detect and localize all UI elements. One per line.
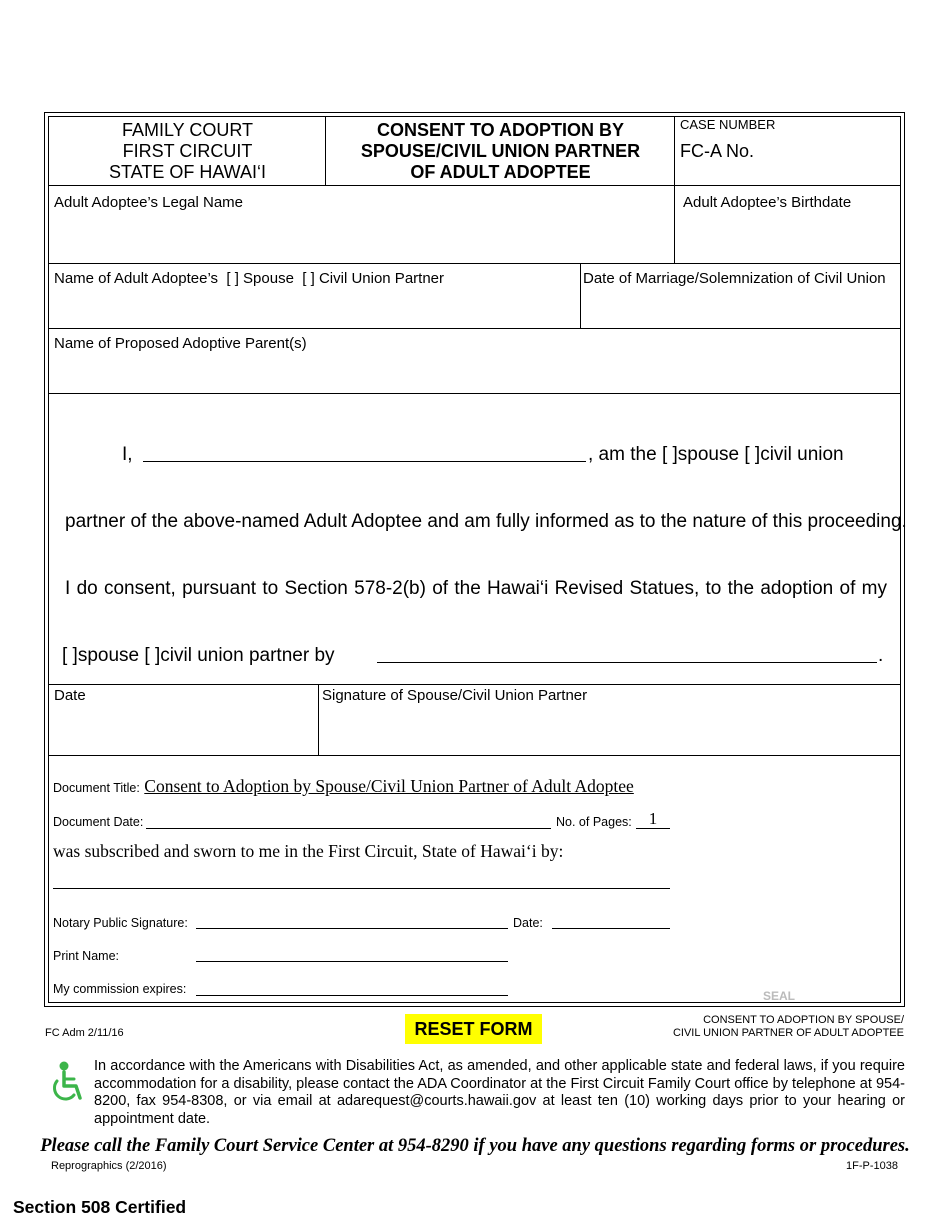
header-divider-left (325, 116, 326, 186)
spouse-name-input[interactable] (52, 292, 576, 325)
sworn-text: was subscribed and sworn to me in the First Circuit, State of Hawai‘i by: (53, 841, 564, 861)
doc-date-line[interactable] (146, 828, 551, 829)
reset-form-button[interactable]: RESET FORM (405, 1014, 542, 1044)
adoptee-spouse-checkbox[interactable]: [ ] (62, 645, 78, 666)
case-number-label: CASE NUMBER (680, 117, 776, 132)
row2-divider (580, 263, 581, 328)
legal-name-label: Adult Adoptee’s Legal Name (54, 194, 244, 211)
signature-label: Signature of Spouse/Civil Union Partner (322, 687, 588, 704)
form-name-line-1: CONSENT TO ADOPTION BY SPOUSE/ (703, 1014, 904, 1026)
am-the-text: , am the (588, 444, 657, 465)
legal-name-input[interactable] (52, 215, 670, 260)
court-line-2: FIRST CIRCUIT (122, 141, 253, 161)
spouse-name-label (54, 270, 444, 288)
line4-partner-text: civil union partner by (160, 645, 335, 666)
statement-line-2: partner of the above-named Adult Adoptee and am fully informed as to the nature of this proceeding. (65, 511, 907, 532)
statement-i: I, (122, 444, 133, 465)
section-508-label: Section 508 Certified (13, 1197, 187, 1217)
seal-label: SEAL (763, 989, 796, 1003)
spouse-name-prefix: Name of Adult Adoptee’s (54, 270, 219, 287)
commission-label: My commission expires: (53, 982, 187, 996)
statement-civil-union-text: civil union (760, 444, 844, 465)
partner-option-label: Civil Union Partner (318, 270, 444, 287)
print-name-label: Print Name: (53, 949, 119, 963)
statement-am-the (588, 443, 844, 467)
spouse-option-label: Spouse (243, 270, 294, 287)
notary-date-line[interactable] (552, 928, 670, 929)
notary-signature-label: Notary Public Signature: (53, 916, 188, 930)
ada-notice: In accordance with the Americans with Disabilities Act, as amended, and other applicable state and federal laws, if you require accommodation for a disability, please contact the ADA Coordinator at the First Circuit Family Court office by telephone at 954-8200, fax 954-8308, or via email at adarequest@courts.hawaii.gov at least ten (10) working days prior to your hearing or appointment date. (94, 1058, 905, 1127)
doc-title-label: Document Title: (53, 781, 140, 795)
title-line-2: SPOUSE/CIVIL UNION PARTNER (360, 141, 641, 161)
doc-date-label: Document Date: (53, 815, 144, 829)
court-line-1: FAMILY COURT (121, 120, 254, 140)
row-line-1 (48, 263, 901, 264)
doc-title-value: Consent to Adoption by Spouse/Civil Union Partner of Adult Adoptee (144, 776, 634, 796)
form-name-line-2: CIVIL UNION PARTNER OF ADULT ADOPTEE (672, 1027, 904, 1039)
sworn-by-line[interactable] (53, 888, 670, 889)
consenter-name-line[interactable] (143, 461, 586, 462)
commission-line[interactable] (196, 995, 508, 996)
statement-period: . (878, 645, 884, 666)
case-number-field[interactable]: FC-A No. (680, 141, 755, 161)
statement-spouse-text: spouse (677, 444, 740, 465)
title-line-3: OF ADULT ADOPTEE (410, 162, 591, 182)
signature-input[interactable] (322, 708, 898, 752)
statement-line-4 (62, 644, 335, 668)
row-line-4 (48, 684, 901, 685)
form-title (328, 120, 673, 183)
statement-spouse-checkbox[interactable]: [ ] (661, 444, 678, 465)
header-bottom-line (48, 185, 901, 186)
birthdate-label: Adult Adoptee’s Birthdate (683, 194, 852, 211)
row-line-2 (48, 328, 901, 329)
row-line-3 (48, 393, 901, 394)
adoptive-parents-input[interactable] (52, 357, 898, 390)
pages-label: No. of Pages: (556, 815, 632, 829)
header-divider-right (674, 116, 675, 264)
court-line-3: STATE OF HAWAI‘I (109, 162, 266, 182)
adoptive-parent-line[interactable] (377, 662, 877, 663)
print-name-line[interactable] (196, 961, 508, 962)
statement-line-3: I do consent, pursuant to Section 578-2(b) of the Hawai‘i Revised Statues, to the adoption of my (65, 578, 887, 599)
notary-signature-line[interactable] (196, 928, 508, 929)
doc-title-row (53, 776, 634, 797)
partner-checkbox[interactable]: [ ] (302, 270, 315, 287)
wheelchair-icon (46, 1060, 88, 1104)
row-line-5 (48, 755, 901, 756)
notary-date-label: Date: (513, 916, 543, 930)
title-line-1: CONSENT TO ADOPTION BY (376, 120, 625, 140)
adoptee-partner-checkbox[interactable]: [ ] (144, 645, 161, 666)
marriage-date-label: Date of Marriage/Solemnization of Civil Union (583, 270, 886, 287)
line4-spouse-text: spouse (77, 645, 140, 666)
service-center-callout: Please call the Family Court Service Center at 954-8290 if you have any questions regarding forms or procedures. (40, 1136, 910, 1156)
statement-civil-union-checkbox[interactable]: [ ] (744, 444, 761, 465)
reprographics: Reprographics (2/2016) (51, 1160, 167, 1172)
adoptive-parents-label: Name of Proposed Adoptive Parent(s) (54, 335, 307, 352)
form-name-footer (673, 1014, 904, 1040)
pages-line (636, 828, 670, 829)
form-number: 1F-P-1038 (846, 1160, 898, 1172)
pages-value[interactable]: 1 (648, 809, 658, 828)
form-code: FC Adm 2/11/16 (45, 1027, 124, 1039)
court-name (50, 120, 325, 183)
signature-date-input[interactable] (52, 708, 314, 752)
signature-date-label: Date (54, 687, 86, 704)
spouse-checkbox[interactable]: [ ] (226, 270, 239, 287)
signature-divider (318, 684, 319, 756)
marriage-date-input[interactable] (584, 292, 898, 325)
birthdate-input[interactable] (678, 215, 898, 260)
